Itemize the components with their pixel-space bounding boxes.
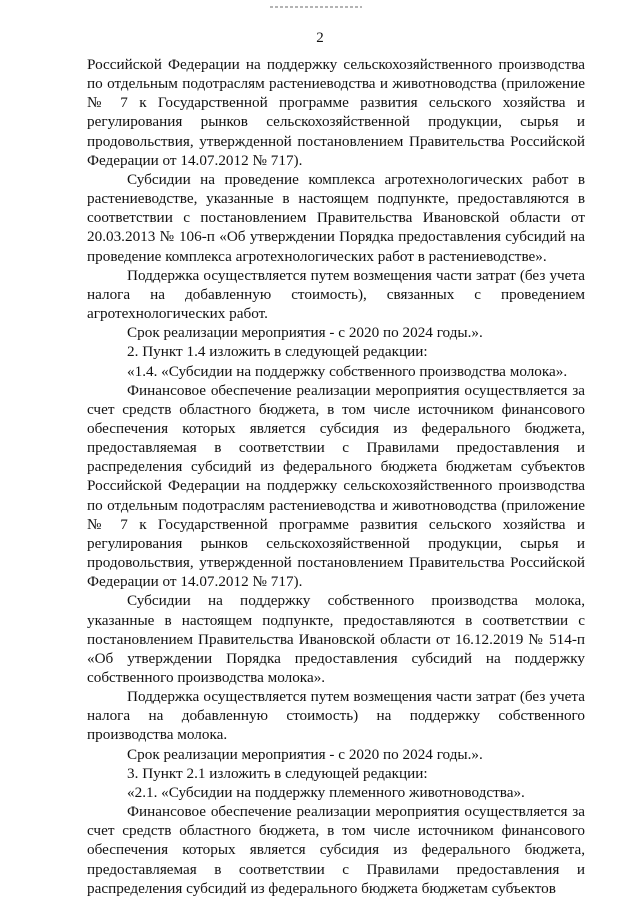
paragraph-federation-support-continued: Российской Федерации на поддержку сельскохозяйственного производства по отдельным подотраслям растениеводства и животноводства (приложение № 7 к Государственной программе развития сельского хозяйства и регулирования рынков сельскохозяйственной продукции, сырья и продовольствия, утвержденной постановлением Правительства Российской Федерации от 14.07.2012 № 717). xyxy=(87,56,585,169)
document-body xyxy=(87,55,585,898)
paragraph-agrotech-subsidies: Субсидии на проведение комплекса агротехнологических работ в растениеводстве, указанные в настоящем подпункте, предоставляются в соответствии с постановлением Правительства Ивановской области от 20.03.2013 № 106-п «Об утверждении Порядка предоставления субсидий на проведение комплекса агротехнологических работ в растениеводстве». xyxy=(87,170,585,265)
paragraph-item-1-4-title: «1.4. «Субсидии на поддержку собственного производства молока». xyxy=(127,362,568,380)
paragraph-item-2-instruction: 2. Пункт 1.4 изложить в следующей редакции: xyxy=(127,343,428,361)
paragraph-term-milk: Срок реализации мероприятия - с 2020 по 2024 годы.». xyxy=(127,745,483,763)
scan-header-mark xyxy=(270,6,362,8)
paragraph-breeding-financing: Финансовое обеспечение реализации мероприятия осуществляется за счет средств областного бюджета, в том числе источником финансового обеспечения которых является субсидия из федерального бюджета, предоставляемая в соответствии с Правилами предоставления и распределения субсидий из федерального бюджета бюджетам субъектов xyxy=(87,803,585,897)
paragraph-milk-financing: Финансовое обеспечение реализации мероприятия осуществляется за счет средств областного бюджета, в том числе источником финансового обеспечения которых является субсидия из федерального бюджета, предоставляемая в соответствии с Правилами предоставления и распределения субсидий из федерального бюджета бюджетам субъектов Российской Федерации на поддержку сельскохозяйственного производства по отдельным подотраслям растениеводства и животноводства (приложение № 7 к Государственной программе развития сельского хозяйства и регулирования рынков сельскохозяйственной продукции, сырья и продовольствия, утвержденной постановлением Правительства Российской Федерации от 14.07.2012 № 717). xyxy=(87,381,585,591)
paragraph-agrotech-support: Поддержка осуществляется путем возмещения части затрат (без учета налога на добавленную стоимость), связанных с проведением агротехнологических работ. xyxy=(87,266,585,323)
paragraph-milk-support: Поддержка осуществляется путем возмещения части затрат (без учета налога на добавленную стоимость) на поддержку собственного производства молока. xyxy=(87,688,585,744)
paragraph-item-2-1-title: «2.1. «Субсидии на поддержку племенного животноводства». xyxy=(127,783,525,801)
paragraph-milk-subsidies: Субсидии на поддержку собственного производства молока, указанные в настоящем подпункте, предоставляются в соответствии с постановлением Правительства Ивановской области от 16.12.2019 № 514-п «Об утверждении Порядка предоставления субсидий на поддержку собственного производства молока». xyxy=(87,592,585,686)
paragraph-term-agrotech: Срок реализации мероприятия - с 2020 по 2024 годы.». xyxy=(127,324,483,342)
paragraph-item-3-instruction: 3. Пункт 2.1 изложить в следующей редакции: xyxy=(127,764,428,782)
page-number: 2 xyxy=(316,30,324,46)
